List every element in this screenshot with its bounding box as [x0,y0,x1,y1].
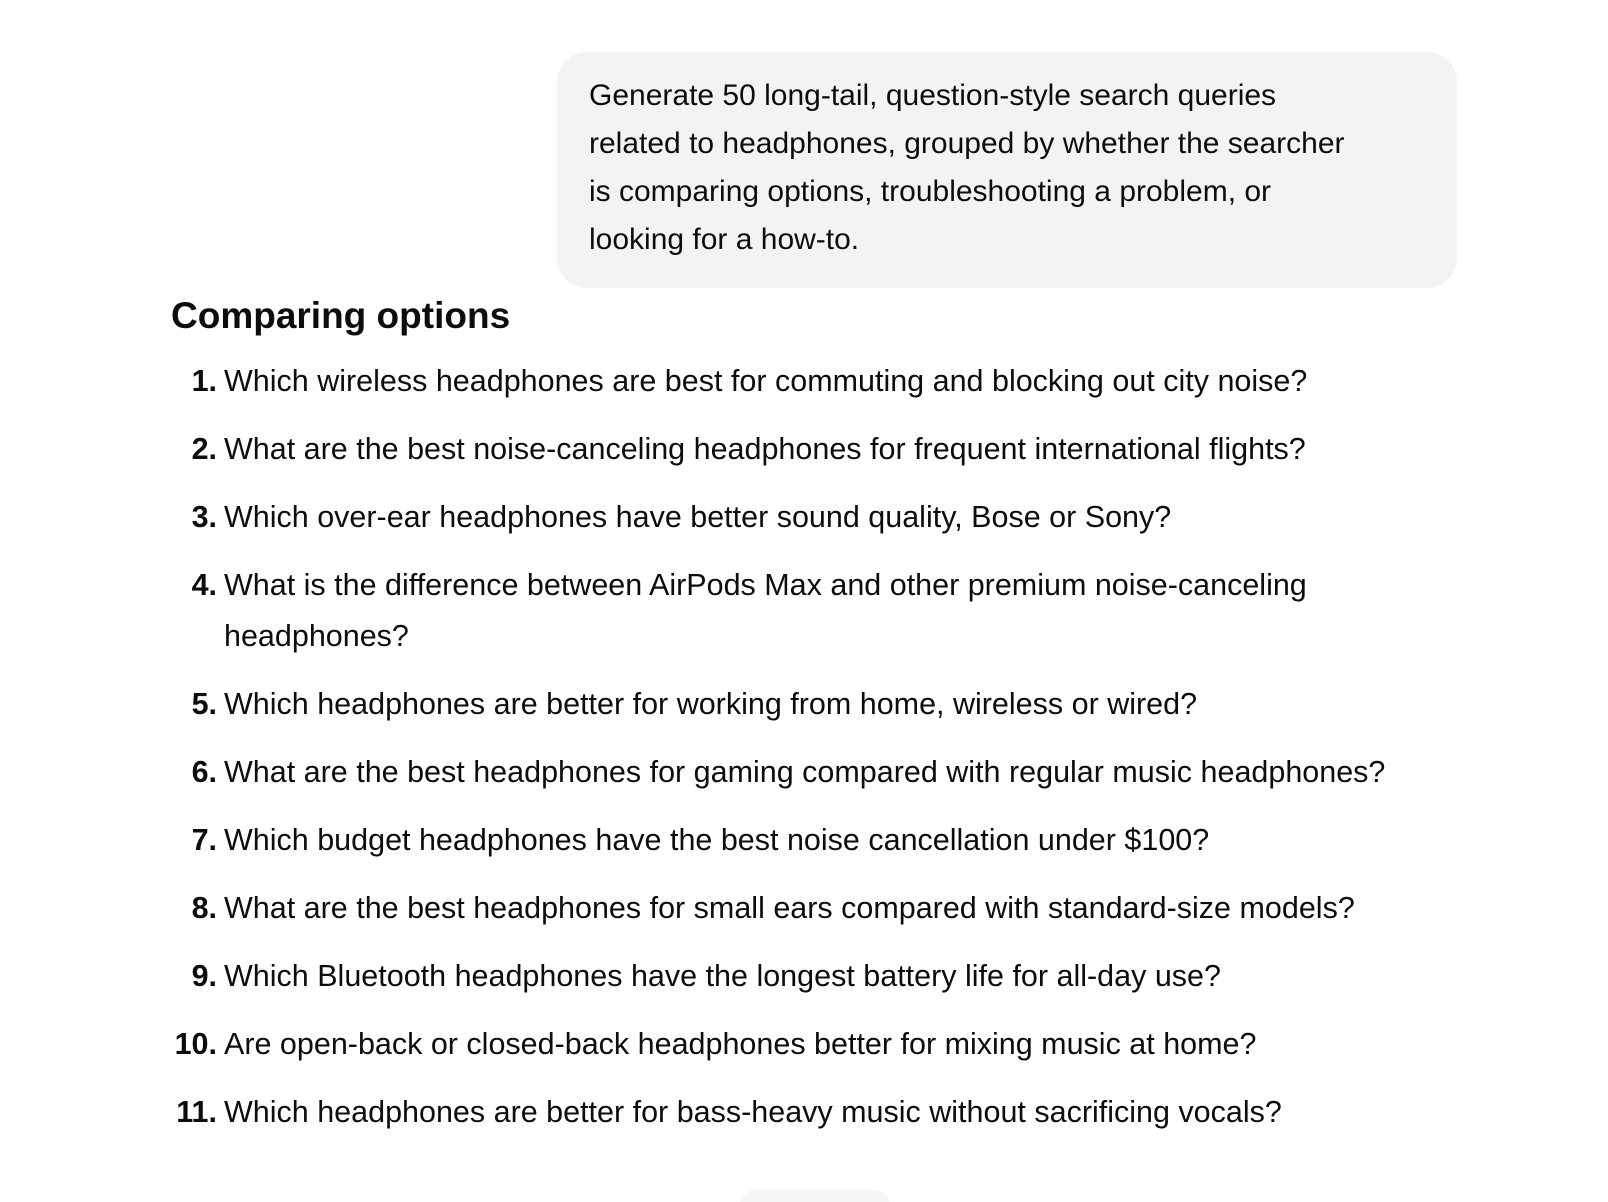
list-item [171,951,1461,1002]
list-item [171,815,1461,866]
list-item-number: 5. [191,687,217,721]
list-item-text: Which headphones are better for working from home, wireless or wired? [224,687,1198,721]
list-item-text: What are the best headphones for small ears compared with standard-size models? [224,891,1355,925]
list-item [171,1019,1461,1070]
list-item-text: Which Bluetooth headphones have the longest battery life for all-day use? [224,959,1221,993]
list-item-number: 3. [191,500,217,534]
scroll-down-hint[interactable] [740,1190,890,1202]
list-item [171,1087,1461,1138]
list-item-text: What is the difference between AirPods Max and other premium noise-canceling headphones? [224,568,1307,653]
list-item-number: 9. [191,959,217,993]
list-item-text: What are the best headphones for gaming compared with regular music headphones? [224,755,1386,789]
query-list [171,356,1461,1138]
list-item-number: 4. [191,568,217,602]
list-item-text: Are open-back or closed-back headphones better for mixing music at home? [224,1027,1257,1061]
list-item-number: 10. [174,1027,217,1061]
list-item [171,560,1461,662]
list-item [171,492,1461,543]
list-item [171,747,1461,798]
list-item-number: 1. [191,364,217,398]
user-message-bubble: Generate 50 long-tail, question-style search queries related to headphones, grouped by whether the searcher is comparing options, troubleshooting a problem, or looking for a how-to. [557,52,1457,288]
list-item-text: Which budget headphones have the best noise cancellation under $100? [224,823,1210,857]
list-item [171,883,1461,934]
list-item-number: 8. [191,891,217,925]
list-item-number: 6. [191,755,217,789]
list-item [171,356,1461,407]
list-item [171,424,1461,475]
list-item-text: What are the best noise-canceling headphones for frequent international flights? [224,432,1306,466]
list-item [171,679,1461,730]
list-item-text: Which over-ear headphones have better sound quality, Bose or Sony? [224,500,1172,534]
list-item-number: 7. [191,823,217,857]
list-item-number: 11. [176,1095,217,1129]
list-item-number: 2. [191,432,217,466]
list-item-text: Which headphones are better for bass-heavy music without sacrificing vocals? [224,1095,1282,1129]
list-item-text: Which wireless headphones are best for commuting and blocking out city noise? [224,364,1308,398]
assistant-response [171,290,1461,1155]
section-heading: Comparing options [171,295,511,336]
